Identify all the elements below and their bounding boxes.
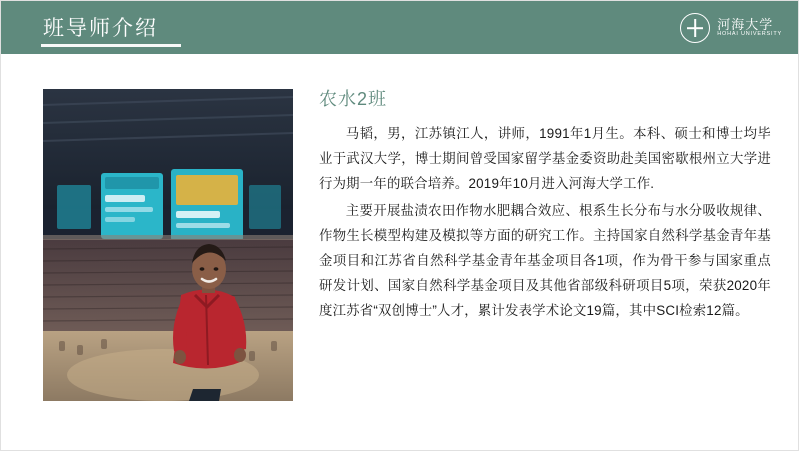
logo-name-cn: 河海大学 (717, 17, 774, 33)
logo-name-en: HOHAI UNIVERSITY (717, 30, 782, 37)
bio-paragraph-2: 主要开展盐渍农田作物水肥耦合效应、根系生长分布与水分吸收规律、作物生长模型构建及模拟等方面的研究工作。主持国家自然科学基金青年基金项目和江苏省自然科学基金青年基金项目各1项，作为骨干参与国家重点研发计划、国家自然科学基金项目及其他省部级科研项目5项，荣获2020年度江苏省“双创博士”人才，累计发表学术论文19篇，其中SCI检索12篇。 (319, 203, 771, 318)
class-name-title: 农水2班 (319, 89, 388, 109)
title-underline (41, 44, 181, 47)
bio-paragraph-1: 马韬，男，江苏镇江人，讲师，1991年1月生。本科、硕士和博士均毕业于武汉大学，博士期间曾受国家留学基金委资助赴美国密歇根州立大学进行为期一年的联合培养。2019年10月进入河海大学工作. (319, 126, 771, 191)
logo-text (717, 18, 782, 37)
hohai-university-seal-icon (680, 13, 710, 43)
header-bar (1, 1, 799, 54)
portrait-photo-graphic (43, 89, 293, 401)
university-logo (680, 13, 782, 43)
page-title: 班导师介绍 (43, 17, 158, 40)
instructor-photo (43, 89, 293, 401)
instructor-bio (319, 85, 771, 325)
